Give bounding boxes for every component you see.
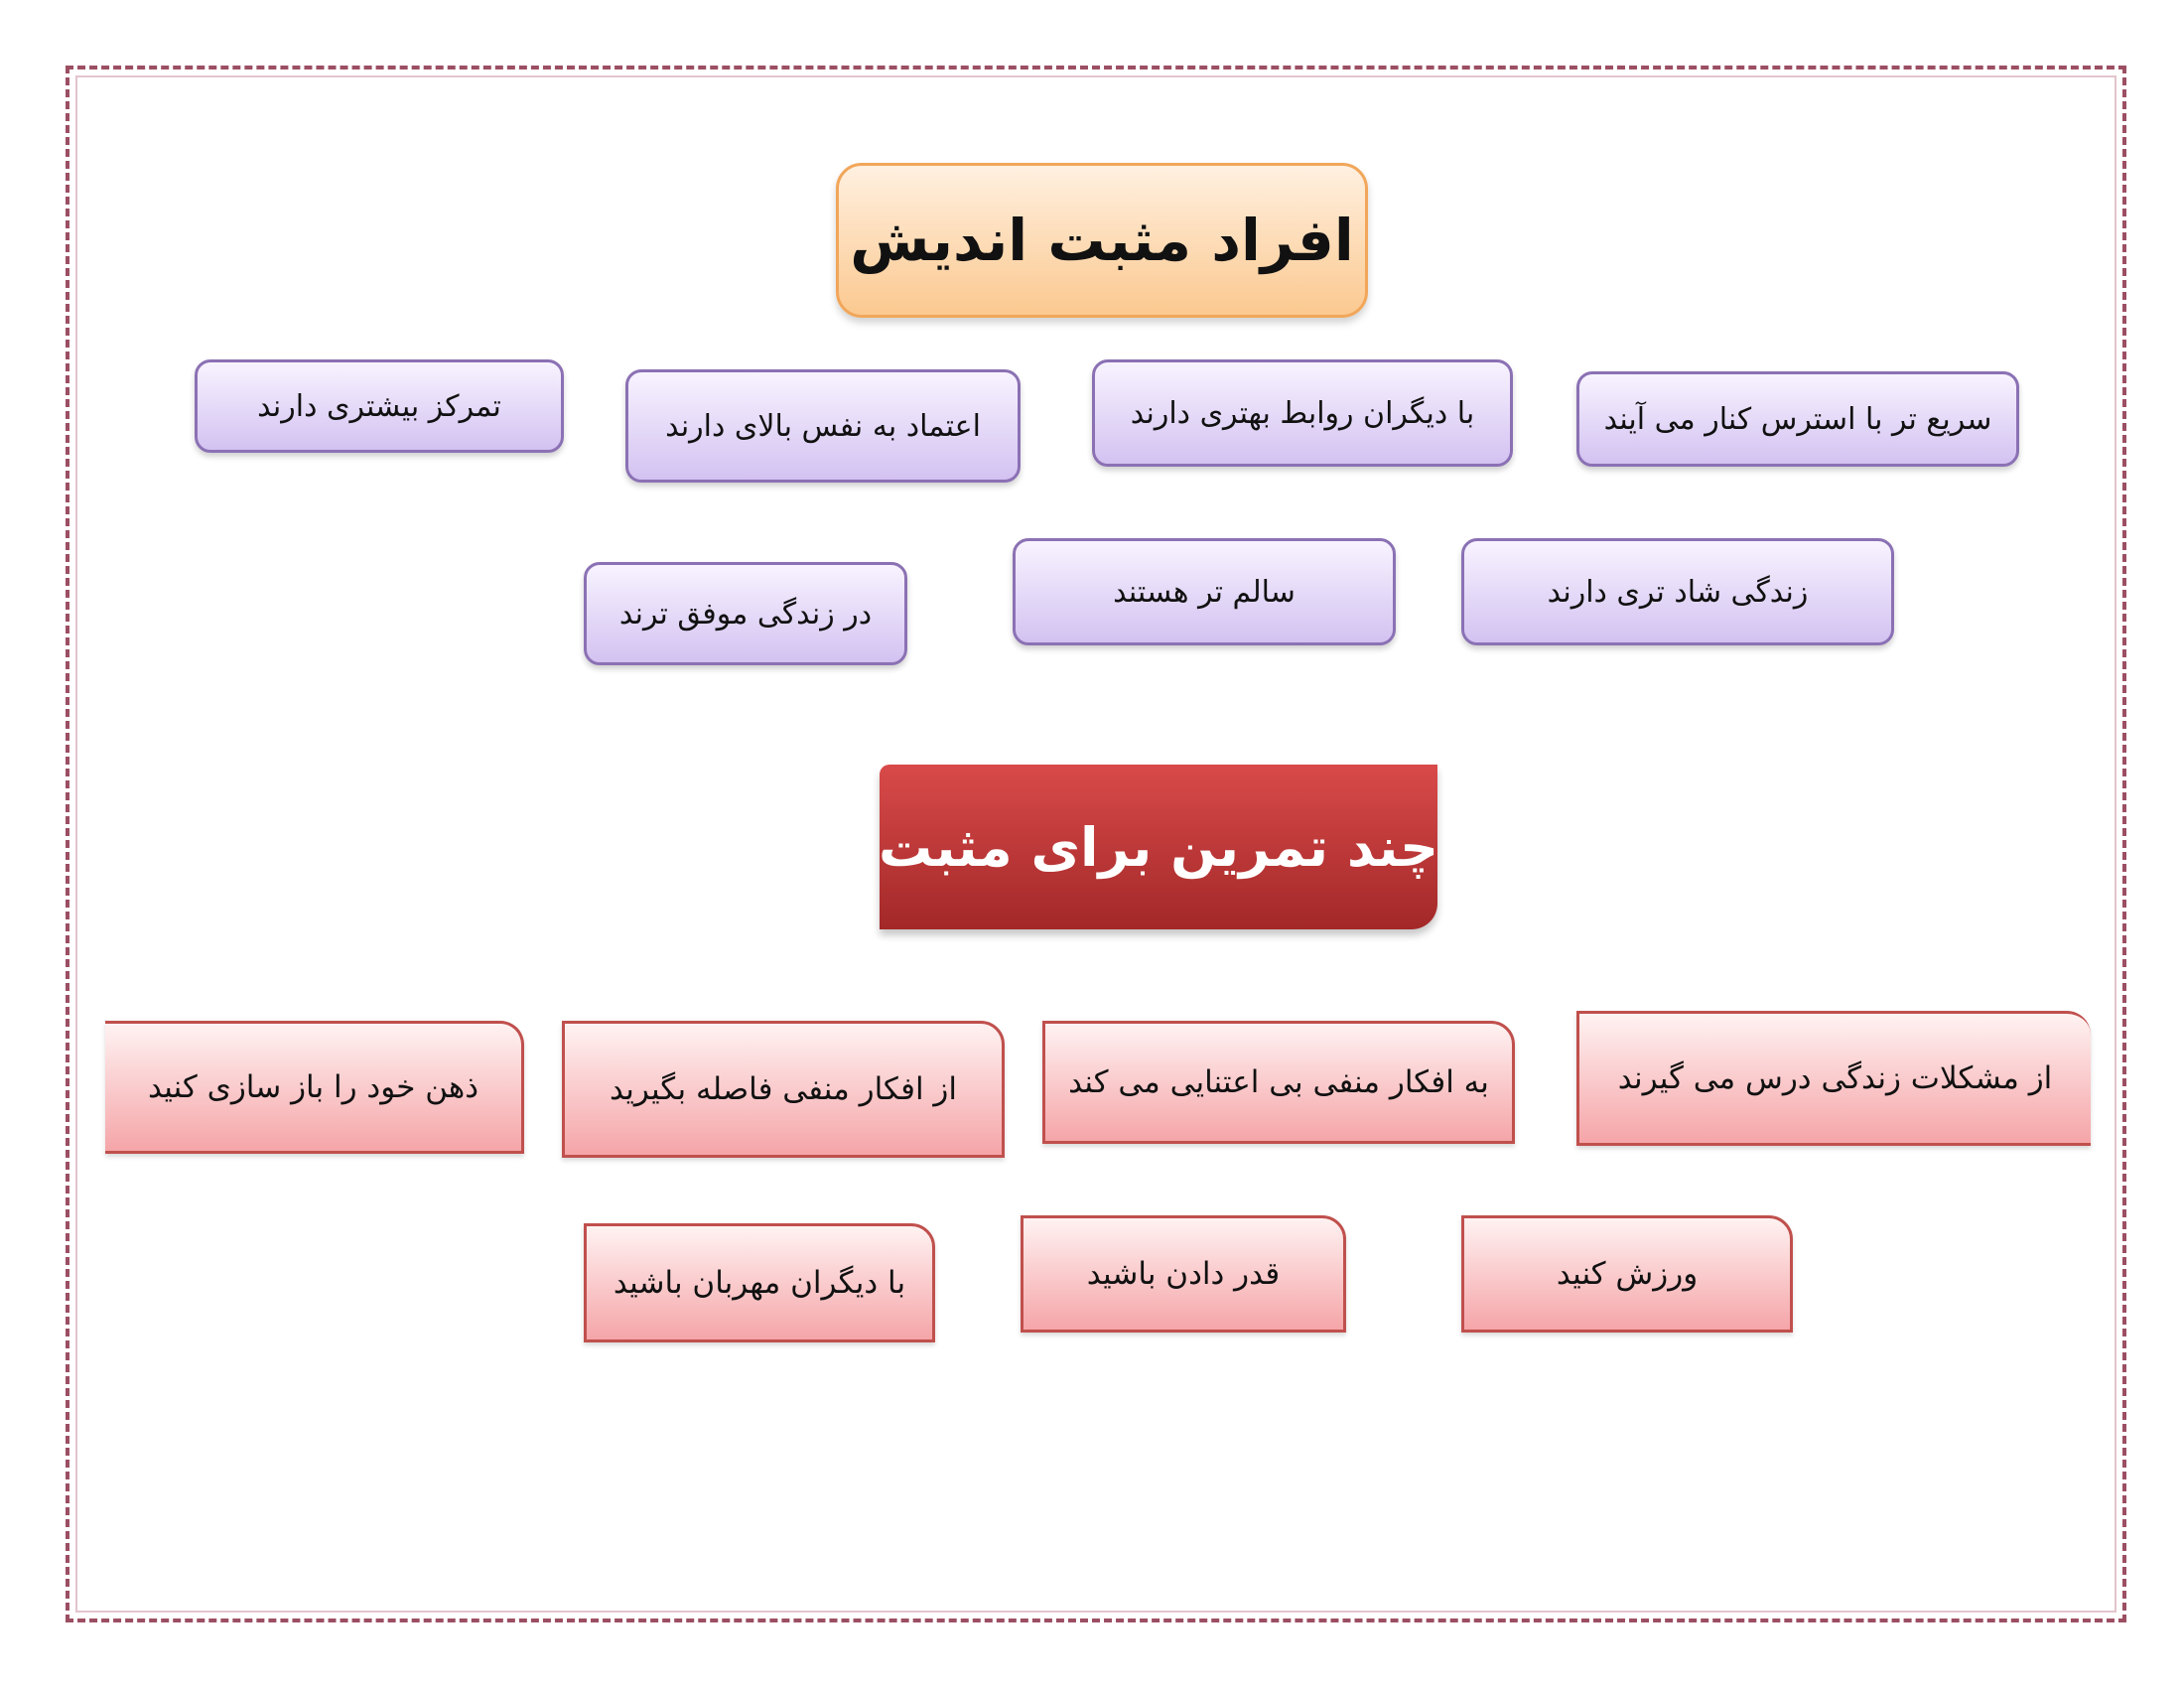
exercise-rebuild-mind: ذهن خود را باز سازی کنید [105,1021,524,1154]
trait-happier-life: زندگی شاد تری دارند [1461,538,1894,645]
trait-healthier: سالم تر هستند [1013,538,1396,645]
exercise-distance-negative: از افکار منفی فاصله بگیرید [562,1021,1005,1158]
title-positive-thinkers: افراد مثبت اندیش [836,163,1368,318]
trait-high-confidence: اعتماد به نفس بالای دارند [625,369,1021,483]
title-exercises: چند تمرین برای مثبت [880,765,1437,929]
exercise-be-grateful: قدر دادن باشید [1021,1215,1346,1333]
trait-cope-with-stress: سریع تر با استرس کنار می آیند [1576,371,2019,467]
exercise-ignore-negative: به افکار منفی بی اعتنایی می کند [1042,1021,1515,1144]
trait-more-focus: تمرکز بیشتری دارند [195,359,564,453]
exercise-be-kind: با دیگران مهربان باشید [584,1223,935,1342]
exercise-exercise: ورزش کنید [1461,1215,1793,1333]
trait-better-relationships: با دیگران روابط بهتری دارند [1092,359,1513,467]
trait-more-successful: در زندگی موفق ترند [584,562,907,665]
exercise-learn-from-problems: از مشکلات زندگی درس می گیرند [1576,1011,2091,1146]
